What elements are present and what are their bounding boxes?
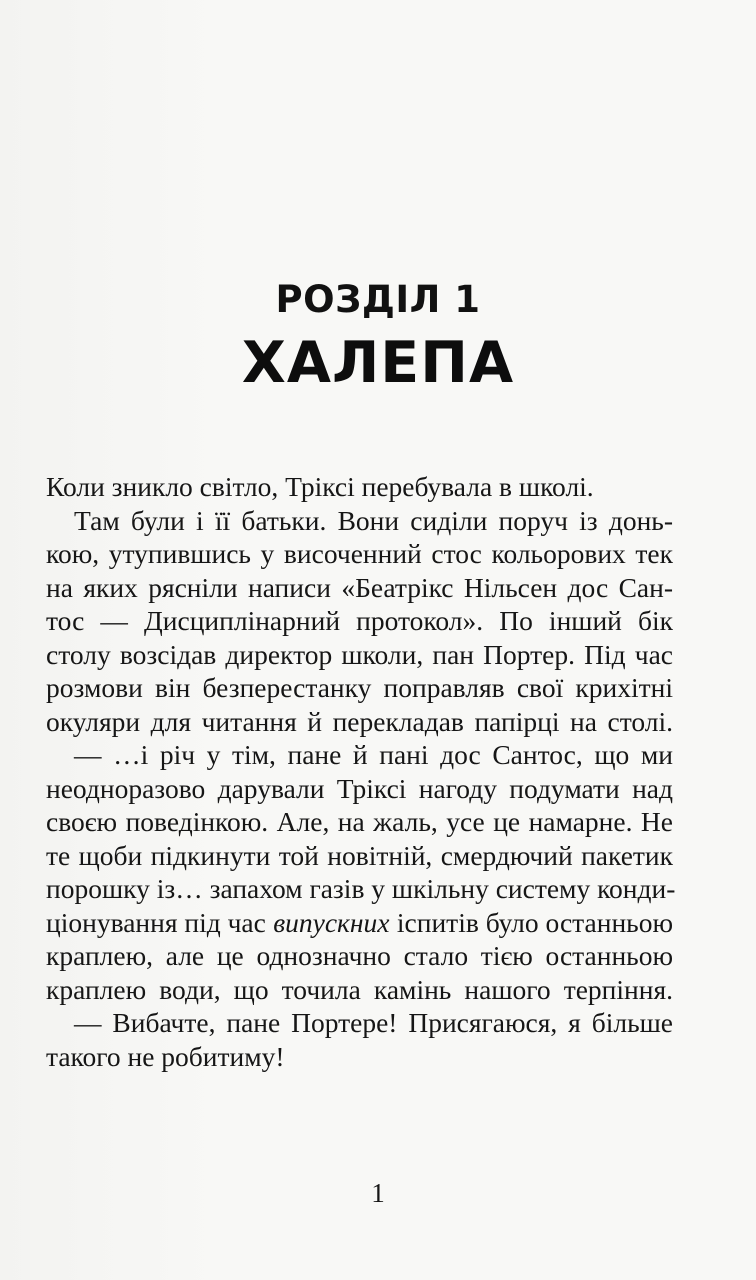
text-line: те щоби підкинути той новітній, смердючий пакетик — [46, 839, 673, 871]
text-line: краплею, але це однозначно стало тією останньою — [46, 940, 673, 971]
text-line: неодноразово дарували Тріксі нагоду подумати над — [46, 772, 673, 804]
text-line: тос — Дисциплінарний протокол». По інший бік — [46, 605, 673, 636]
text-line: Коли зникло світло, Тріксі перебувала в школі. — [46, 471, 594, 502]
text-line: Там були і її батьки. Вони сиділи поруч із донь- — [74, 504, 673, 536]
page-number: 1 — [371, 1178, 385, 1208]
chapter-label: РОЗДІЛ 1 — [275, 278, 481, 321]
text-line — [46, 906, 673, 940]
text-line: краплею води, що точила камінь нашого терпіння. — [46, 973, 673, 1005]
text-line: порошку із… запахом газів у шкільну систему конди- — [46, 873, 676, 904]
text-line: — Вибачте, пане Портере! Присягаюся, я більше — [74, 1007, 673, 1038]
text-line: такого не робитиму! — [46, 1040, 285, 1072]
italic-fragment: випускних — [273, 906, 390, 938]
text-line: — …і річ у тім, пане й пані дос Сантос, що ми — [74, 739, 673, 770]
body-text — [46, 470, 676, 1073]
text-line: кою, утупившись у височенний стос кольорових тек — [46, 538, 673, 569]
chapter-title: ХАЛЕПА — [241, 330, 515, 396]
text-line: столу возсідав директор школи, пан Портер. Під час — [46, 638, 673, 670]
text-fragment: іспитів було останньою — [390, 906, 673, 938]
text-line: розмови він безперестанку поправляв свої крихітні — [46, 672, 673, 703]
text-line: на яких рясніли написи «Беатрікс Нільсен дос Сан- — [46, 571, 673, 603]
text-fragment: ціонування під час — [46, 906, 273, 938]
text-line: окуляри для читання й перекладав папірці на столі. — [46, 705, 673, 737]
text-line: своєю поведінкою. Але, на жаль, усе це намарне. Не — [46, 806, 673, 837]
